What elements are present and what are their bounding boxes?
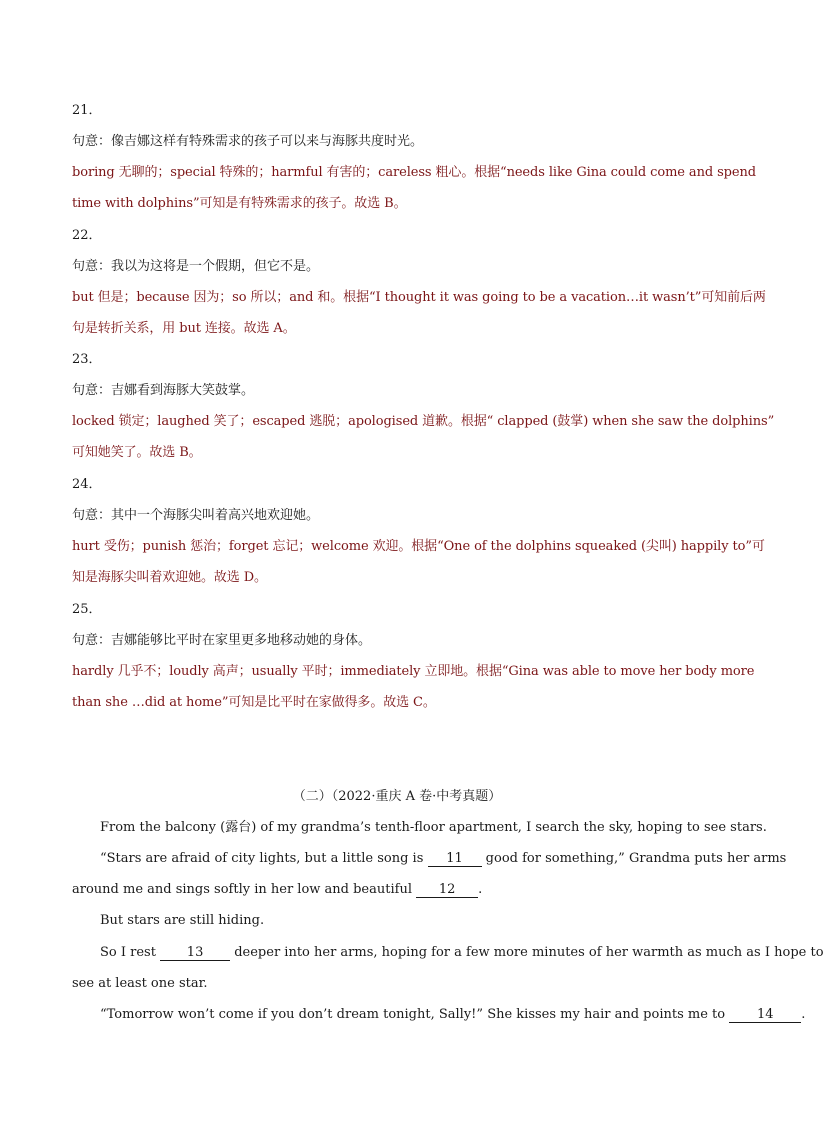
passage-text: “Tomorrow won’t come if you don’t dream tonight, Sally!” She kisses my hair and points me to [100, 1007, 726, 1022]
passage-paragraph: From the balcony (露台) of my grandma’s tenth-floor apartment, I search the sky, hoping to see stars. [100, 820, 767, 835]
answer-number: 24． [72, 477, 102, 492]
blank-14: 14 [729, 1008, 801, 1023]
passage-text: deeper into her arms, hoping for a few more minutes of her warmth as much as I hope to [234, 945, 824, 960]
passage-paragraph [100, 851, 786, 867]
blank-12: 12 [416, 883, 478, 898]
passage-text: around me and sings softly in her low and beautiful [72, 882, 412, 897]
answer-explanation: hurt 受伤；punish 惩治；forget 忘记；welcome 欢迎。根据“One of the dolphins squeaked (尖叫) happily to”可 [72, 539, 765, 554]
section-title: （二）（2022·重庆 A 卷·中考真题） [292, 789, 502, 804]
passage-text: So I rest [100, 945, 156, 960]
answer-translation: 句意：其中一个海豚尖叫着高兴地欢迎她。 [72, 508, 320, 523]
blank-11: 11 [428, 852, 482, 867]
answer-number: 23． [72, 352, 102, 367]
passage-text: good for something,” Grandma puts her arms [485, 851, 787, 866]
answer-explanation: time with dolphins”可知是有特殊需求的孩子。故选 B。 [72, 196, 407, 211]
answer-explanation: than she …did at home”可知是比平时在家做得多。故选 C。 [72, 695, 436, 710]
answer-translation: 句意：我以为这将是一个假期，但它不是。 [72, 259, 320, 274]
answer-number: 22． [72, 228, 102, 243]
answer-explanation: 知是海豚尖叫着欢迎她。故选 D。 [72, 570, 267, 585]
answer-explanation: hardly 几乎不；loudly 高声；usually 平时；immediately 立即地。根据“Gina was able to move her body more [72, 664, 755, 679]
passage-paragraph [72, 882, 482, 898]
passage-text: “Stars are afraid of city lights, but a little song is [100, 851, 424, 866]
passage-paragraph: see at least one star. [72, 976, 208, 991]
answer-explanation: but 但是；because 因为；so 所以；and 和。根据“I thought it was going to be a vacation…it wasn’t”可知前后两 [72, 290, 766, 305]
answer-translation: 句意：吉娜能够比平时在家里更多地移动她的身体。 [72, 633, 372, 648]
blank-13: 13 [160, 946, 230, 961]
answer-explanation: boring 无聊的；special 特殊的；harmful 有害的；careless 粗心。根据“needs like Gina could come and spend [72, 165, 756, 180]
answer-translation: 句意：像吉娜这样有特殊需求的孩子可以来与海豚共度时光。 [72, 134, 424, 149]
answer-explanation: locked 锁定；laughed 笑了；escaped 逃脱；apologised 道歉。根据“ clapped (鼓掌) when she saw the dolphins” [72, 414, 775, 429]
answer-number: 21． [72, 103, 102, 118]
passage-text: . [478, 882, 483, 897]
answer-translation: 句意：吉娜看到海豚大笑鼓掌。 [72, 383, 255, 398]
answer-explanation: 句是转折关系，用 but 连接。故选 A。 [72, 321, 296, 336]
answer-number: 25． [72, 602, 102, 617]
passage-text: . [801, 1007, 806, 1022]
passage-paragraph: But stars are still hiding. [100, 913, 265, 928]
passage-paragraph [100, 945, 824, 961]
passage-paragraph [100, 1007, 805, 1023]
answer-explanation: 可知她笑了。故选 B。 [72, 445, 202, 460]
